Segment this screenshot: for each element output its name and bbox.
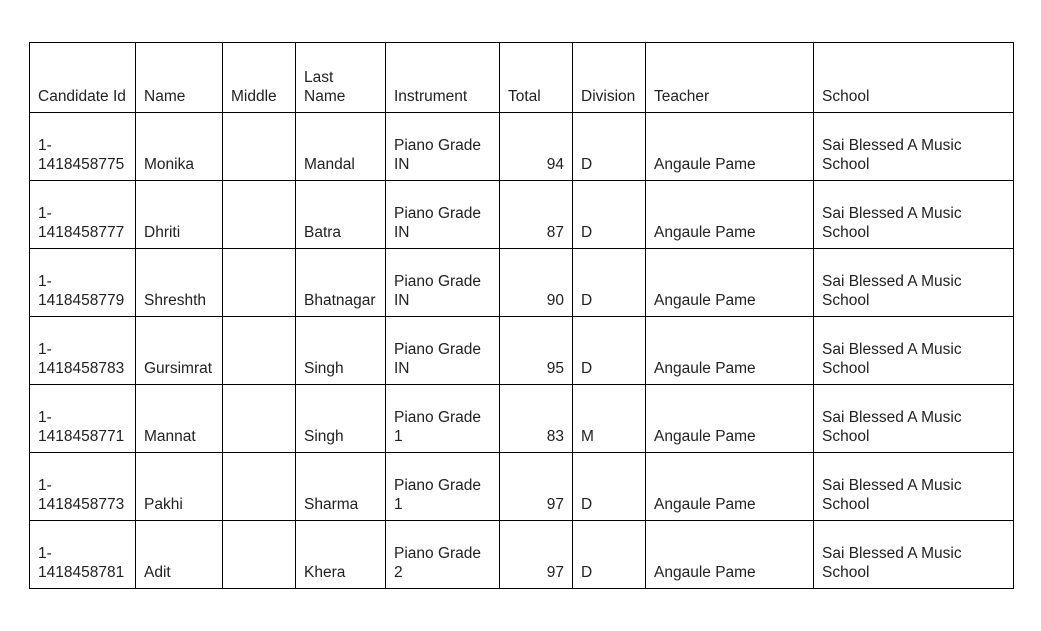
cell-teacher: Angaule Pame xyxy=(646,385,814,453)
cell-last-name: Bhatnagar xyxy=(296,249,386,317)
cell-school: Sai Blessed A Music School xyxy=(814,521,1014,589)
cell-school: Sai Blessed A Music School xyxy=(814,113,1014,181)
cell-teacher: Angaule Pame xyxy=(646,181,814,249)
cell-division: D xyxy=(573,181,646,249)
cell-instrument: Piano Grade 2 xyxy=(386,521,500,589)
cell-candidate-id: 1-1418458783 xyxy=(30,317,136,385)
cell-last-name: Mandal xyxy=(296,113,386,181)
cell-candidate-id: 1-1418458781 xyxy=(30,521,136,589)
cell-name: Gursimrat xyxy=(136,317,223,385)
cell-middle xyxy=(223,181,296,249)
cell-teacher: Angaule Pame xyxy=(646,249,814,317)
cell-instrument: Piano Grade 1 xyxy=(386,385,500,453)
cell-name: Dhriti xyxy=(136,181,223,249)
header-instrument: Instrument xyxy=(386,43,500,113)
cell-name: Shreshth xyxy=(136,249,223,317)
cell-middle xyxy=(223,317,296,385)
header-division: Division xyxy=(573,43,646,113)
cell-last-name: Batra xyxy=(296,181,386,249)
cell-name: Adit xyxy=(136,521,223,589)
cell-last-name: Singh xyxy=(296,385,386,453)
cell-total: 97 xyxy=(500,521,573,589)
cell-total: 87 xyxy=(500,181,573,249)
header-total: Total xyxy=(500,43,573,113)
header-candidate-id: Candidate Id xyxy=(30,43,136,113)
cell-middle xyxy=(223,385,296,453)
cell-school: Sai Blessed A Music School xyxy=(814,317,1014,385)
cell-teacher: Angaule Pame xyxy=(646,113,814,181)
cell-last-name: Sharma xyxy=(296,453,386,521)
cell-name: Monika xyxy=(136,113,223,181)
table-row xyxy=(30,113,1014,181)
cell-instrument: Piano Grade IN xyxy=(386,113,500,181)
cell-school: Sai Blessed A Music School xyxy=(814,249,1014,317)
cell-total: 90 xyxy=(500,249,573,317)
cell-candidate-id: 1-1418458775 xyxy=(30,113,136,181)
cell-teacher: Angaule Pame xyxy=(646,453,814,521)
cell-school: Sai Blessed A Music School xyxy=(814,385,1014,453)
header-middle: Middle xyxy=(223,43,296,113)
cell-middle xyxy=(223,113,296,181)
cell-school: Sai Blessed A Music School xyxy=(814,453,1014,521)
cell-instrument: Piano Grade 1 xyxy=(386,453,500,521)
table-row xyxy=(30,181,1014,249)
results-table xyxy=(29,42,1014,589)
cell-candidate-id: 1-1418458773 xyxy=(30,453,136,521)
cell-division: D xyxy=(573,453,646,521)
cell-candidate-id: 1-1418458779 xyxy=(30,249,136,317)
table-row xyxy=(30,453,1014,521)
header-teacher: Teacher xyxy=(646,43,814,113)
header-last-name: Last Name xyxy=(296,43,386,113)
cell-instrument: Piano Grade IN xyxy=(386,317,500,385)
cell-school: Sai Blessed A Music School xyxy=(814,181,1014,249)
cell-division: D xyxy=(573,113,646,181)
header-school: School xyxy=(814,43,1014,113)
cell-middle xyxy=(223,249,296,317)
cell-division: M xyxy=(573,385,646,453)
cell-total: 97 xyxy=(500,453,573,521)
cell-candidate-id: 1-1418458777 xyxy=(30,181,136,249)
cell-last-name: Khera xyxy=(296,521,386,589)
cell-candidate-id: 1-1418458771 xyxy=(30,385,136,453)
header-name: Name xyxy=(136,43,223,113)
cell-division: D xyxy=(573,317,646,385)
table-body xyxy=(30,113,1014,589)
cell-total: 94 xyxy=(500,113,573,181)
cell-teacher: Angaule Pame xyxy=(646,317,814,385)
cell-division: D xyxy=(573,521,646,589)
cell-instrument: Piano Grade IN xyxy=(386,249,500,317)
cell-name: Mannat xyxy=(136,385,223,453)
cell-total: 83 xyxy=(500,385,573,453)
cell-middle xyxy=(223,453,296,521)
cell-teacher: Angaule Pame xyxy=(646,521,814,589)
cell-division: D xyxy=(573,249,646,317)
table-row xyxy=(30,385,1014,453)
table-row xyxy=(30,249,1014,317)
cell-middle xyxy=(223,521,296,589)
cell-last-name: Singh xyxy=(296,317,386,385)
cell-name: Pakhi xyxy=(136,453,223,521)
table-row xyxy=(30,521,1014,589)
cell-instrument: Piano Grade IN xyxy=(386,181,500,249)
header-row xyxy=(30,43,1014,113)
cell-total: 95 xyxy=(500,317,573,385)
table-row xyxy=(30,317,1014,385)
